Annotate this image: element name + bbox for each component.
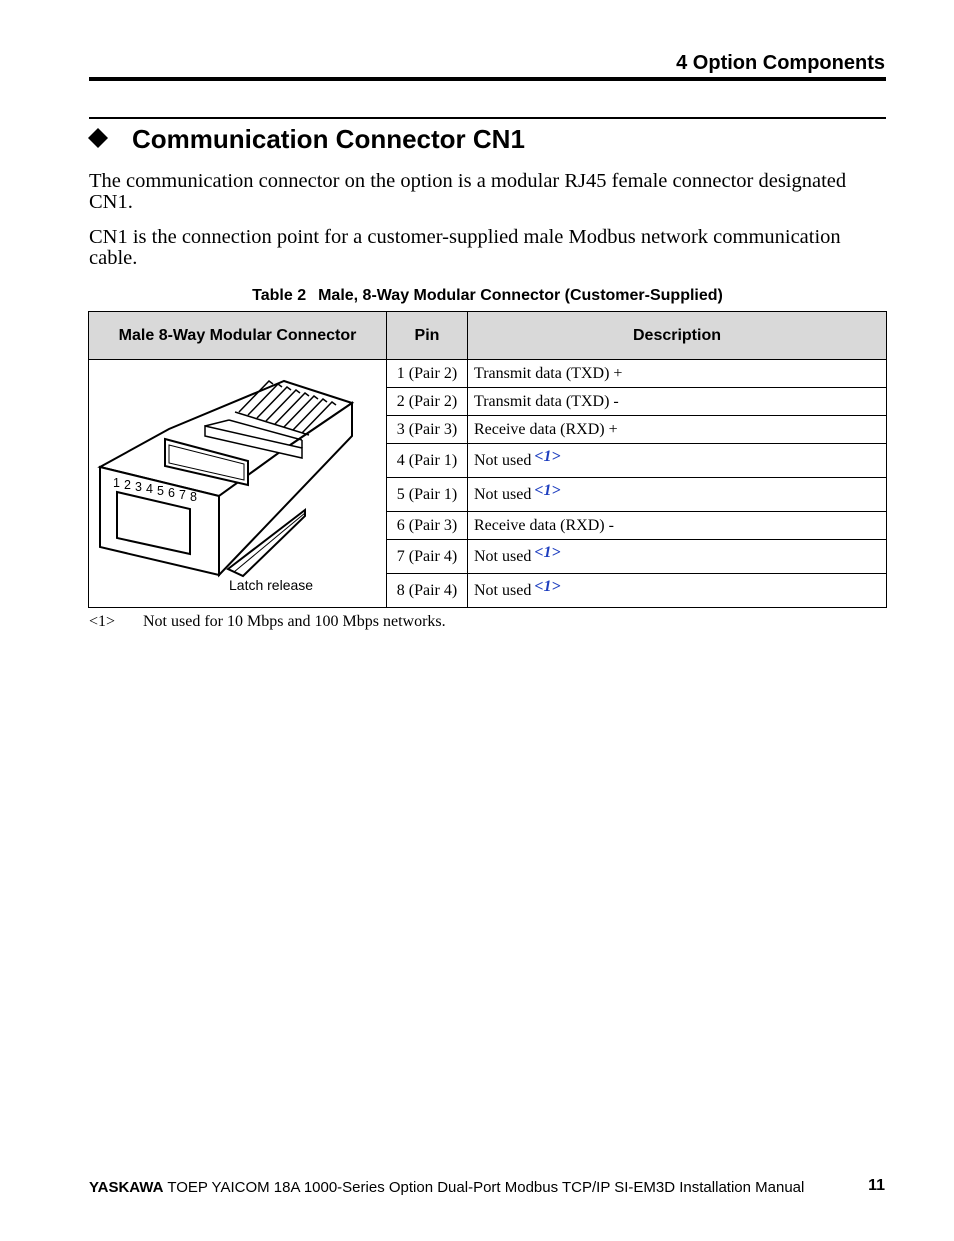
description-cell: Transmit data (TXD) + (468, 360, 887, 388)
footnote-ref-link[interactable]: <1> (534, 543, 561, 561)
table-caption-label: Table 2 (252, 287, 307, 304)
pin-cell: 7 (Pair 4) (387, 539, 468, 574)
col-header-connector: Male 8-Way Modular Connector (89, 312, 387, 360)
table-header-row (89, 312, 887, 360)
table-caption (89, 287, 886, 305)
pin-cell: 2 (Pair 2) (387, 388, 468, 415)
pin-number-label: 2 (124, 478, 131, 492)
running-header: 4 Option Components (676, 52, 885, 74)
pin-number-label: 7 (179, 488, 186, 502)
footnote-ref-link[interactable]: <1> (534, 481, 561, 499)
pin-cell: 6 (Pair 3) (387, 512, 468, 539)
pin-number-label: 5 (157, 484, 164, 498)
col-header-description: Description (468, 312, 887, 360)
pin-table (88, 311, 887, 608)
description-cell: Transmit data (TXD) - (468, 388, 887, 415)
footnote-mark: <1> (89, 613, 116, 630)
description-cell: Receive data (RXD) + (468, 415, 887, 443)
diamond-bullet-icon (88, 128, 108, 148)
pin-number-label: 1 (113, 476, 120, 490)
section-rule (89, 117, 886, 119)
rj45-connector-diagram (89, 360, 385, 602)
description-cell: Not used <1> (468, 444, 887, 478)
pin-cell: 8 (Pair 4) (387, 574, 468, 608)
section-title: Communication Connector CN1 (132, 124, 525, 154)
description-cell: Not used <1> (468, 477, 887, 512)
footnote-ref-link[interactable]: <1> (534, 447, 561, 465)
footer-title: TOEP YAICOM 18A 1000-Series Option Dual-Port Modbus TCP/IP SI-EM3D Installation Manual (163, 1179, 805, 1196)
footnote-ref-link[interactable]: <1> (534, 577, 561, 595)
table-row (89, 360, 887, 388)
pin-number-label: 6 (168, 486, 175, 500)
pin-number-label: 4 (146, 482, 153, 496)
pin-cell: 3 (Pair 3) (387, 415, 468, 443)
paragraph-2: CN1 is the connection point for a customer-supplied male Modbus network communication cable. (89, 226, 841, 269)
connector-diagram-cell (89, 360, 387, 608)
page-number: 11 (868, 1177, 885, 1194)
description-cell: Receive data (RXD) - (468, 512, 887, 539)
pin-number-label: 8 (190, 490, 197, 504)
footnote-text: Not used for 10 Mbps and 100 Mbps networks. (143, 613, 446, 630)
latch-release-label: Latch release (229, 577, 314, 593)
footer-brand: YASKAWA (89, 1179, 164, 1196)
table-caption-text: Male, 8-Way Modular Connector (Customer-Supplied) (318, 287, 723, 304)
paragraph-1: The communication connector on the option is a modular RJ45 female connector designated CN1. (89, 170, 847, 213)
footnote (89, 613, 446, 631)
pin-cell: 4 (Pair 1) (387, 444, 468, 478)
pin-cell: 1 (Pair 2) (387, 360, 468, 388)
pin-number-label: 3 (135, 480, 142, 494)
description-cell: Not used <1> (468, 539, 887, 574)
description-cell: Not used <1> (468, 574, 887, 608)
header-rule (89, 77, 886, 81)
pin-cell: 5 (Pair 1) (387, 477, 468, 512)
col-header-pin: Pin (387, 312, 468, 360)
page-footer (89, 1179, 804, 1196)
